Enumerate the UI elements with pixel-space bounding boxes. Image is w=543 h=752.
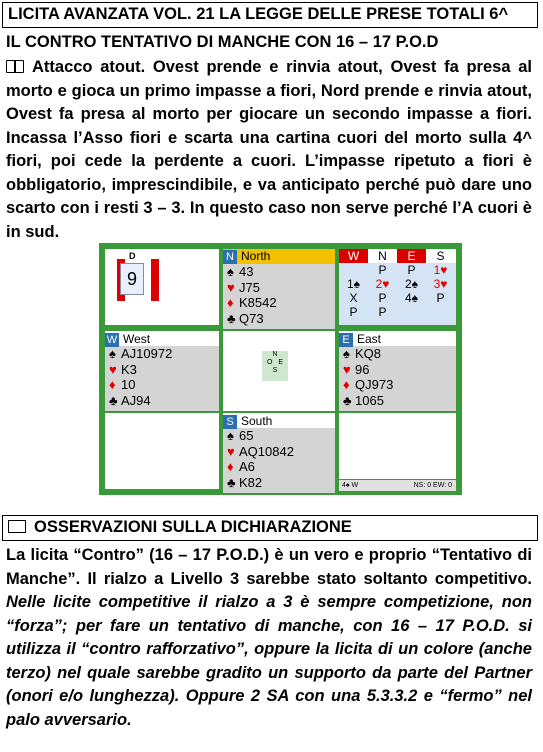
- compass-o: O: [267, 359, 273, 366]
- diamond-icon: ♦: [343, 377, 350, 392]
- heart-icon: ♥: [227, 443, 235, 459]
- north-diamonds: K8542: [239, 295, 277, 310]
- south-tag: S: [223, 415, 237, 429]
- score-label: NS: 0 EW: 0: [413, 482, 452, 489]
- chapter-header: LICITA AVANZATA VOL. 21 LA LEGGE DELLE PRESE TOTALI 6^: [2, 2, 538, 28]
- east-tag: E: [339, 333, 353, 347]
- vuln-bar-right: [151, 259, 159, 301]
- result-bar: [339, 480, 456, 491]
- book-icon: [8, 520, 26, 533]
- bid: P: [407, 263, 416, 277]
- board-cell: [105, 249, 219, 325]
- west-hearts: K3: [121, 361, 137, 377]
- bid: P: [436, 291, 445, 305]
- compass-e: E: [278, 359, 283, 366]
- section-header-text: OSSERVAZIONI SULLA DICHIARAZIONE: [34, 518, 352, 536]
- compass-s: S: [272, 367, 278, 374]
- east-clubs: 1065: [355, 392, 384, 408]
- bidding-notes: [6, 544, 532, 732]
- south-clubs: K82: [239, 474, 263, 490]
- table-center: [223, 331, 335, 411]
- north-name: North: [241, 249, 271, 263]
- contract-label: 4♠ W: [342, 482, 359, 489]
- east-hand: [339, 331, 456, 411]
- club-icon: ♣: [109, 392, 118, 408]
- diamond-icon: ♦: [227, 459, 234, 474]
- compass-n: N: [272, 351, 278, 358]
- bid: 3♥: [433, 277, 448, 291]
- west-hand: [105, 331, 219, 411]
- bid: [426, 305, 455, 319]
- west-tag: W: [106, 334, 118, 346]
- play-description: [6, 56, 532, 244]
- south-name: South: [241, 414, 273, 428]
- bid: 4♠: [404, 291, 419, 305]
- club-icon: ♣: [227, 474, 236, 490]
- bid-header-s: S: [436, 249, 445, 263]
- bid: X: [349, 291, 358, 305]
- bid-header-w: W: [339, 249, 368, 263]
- dealer-label: D: [129, 251, 136, 261]
- blank-cell-sw: [105, 413, 219, 489]
- north-hand: [223, 249, 335, 329]
- bid: P: [378, 263, 387, 277]
- east-spades: KQ8: [355, 346, 382, 361]
- bid: P: [349, 305, 358, 319]
- spade-icon: ♠: [343, 346, 350, 361]
- heart-icon: ♥: [343, 361, 351, 377]
- bid: [397, 305, 426, 319]
- bid: [339, 263, 368, 277]
- bidding-box: [339, 249, 456, 325]
- south-hearts: AQ10842: [239, 443, 294, 459]
- bid: 1♠: [346, 277, 361, 291]
- book-icon: [6, 60, 24, 73]
- north-clubs: Q73: [239, 310, 264, 326]
- west-diamonds: 10: [121, 377, 136, 392]
- heart-icon: ♥: [109, 361, 117, 377]
- east-name: East: [357, 332, 382, 346]
- west-clubs: AJ94: [121, 392, 151, 408]
- south-hand: [223, 413, 335, 493]
- bid-header-e: E: [397, 249, 426, 263]
- east-hearts: 96: [355, 361, 370, 377]
- south-diamonds: A6: [239, 459, 255, 474]
- play-text: Attacco atout. Ovest prende e rinvia atout, Ovest fa presa al morto e gioca un primo impasse a fiori, Nord prende e rinvia atout, Ovest fa presa al morto per giocare un secondo impasse a fiori. Incassa l’Asso fiori e scarta una cartina cuori del morto sulla 4^ fiori, poi cede la perdente a cuori. L’impasse ripetuto a fiori è obbligatorio, imprescindibile, e va anticipato perché può dare uno scarto con i resti 3 – 3. In questo caso non serve perché l’A cuori è in sud.: [6, 58, 532, 241]
- bid-header-n: N: [378, 249, 387, 263]
- notes-italic-text: Nelle licite competitive il rialzo a 3 è sempre competizione, non “forza”; per fare un tentativo di manche, con 16 – 17 P.O.D. si utilizza il “contro rafforzativo”, oppure la licita di un colore (anche terzo) nel quale sarebbe gradito un supporto da parte del Partner (onori e/o lunghezza). Oppure 2 SA con una 5.3.3.2 e “fermo” nel palo avversario.: [6, 593, 532, 729]
- bid: P: [378, 291, 387, 305]
- bid: 2♠: [404, 277, 419, 291]
- blank-cell-se: [339, 413, 456, 479]
- west-name: West: [123, 332, 151, 346]
- board-number: 9: [120, 263, 144, 295]
- section-header: [2, 515, 538, 541]
- north-hearts: J75: [239, 279, 260, 295]
- heart-icon: ♥: [227, 279, 235, 295]
- north-spades: 43: [239, 264, 254, 279]
- bid: 2♥: [375, 277, 390, 291]
- east-diamonds: QJ973: [355, 377, 394, 392]
- section-title: IL CONTRO TENTATIVO DI MANCHE CON 16 – 17 P.O.D: [6, 33, 439, 51]
- compass: [262, 351, 288, 381]
- bid: 1♥: [433, 263, 448, 277]
- bid: P: [378, 305, 387, 319]
- diamond-icon: ♦: [109, 377, 116, 392]
- spade-icon: ♠: [227, 428, 234, 443]
- west-spades: AJ10972: [121, 346, 173, 361]
- spade-icon: ♠: [109, 346, 116, 361]
- deal-diagram: [99, 243, 462, 495]
- spade-icon: ♠: [227, 264, 234, 279]
- club-icon: ♣: [227, 310, 236, 326]
- notes-text: La licita “Contro” (16 – 17 P.O.D.) è un vero e proprio “Tentativo di Manche”. Il rialzo a Livello 3 sarebbe stato soltanto competitivo.: [6, 546, 532, 588]
- south-spades: 65: [239, 428, 254, 443]
- diamond-icon: ♦: [227, 295, 234, 310]
- north-tag: N: [223, 250, 237, 264]
- club-icon: ♣: [343, 392, 352, 408]
